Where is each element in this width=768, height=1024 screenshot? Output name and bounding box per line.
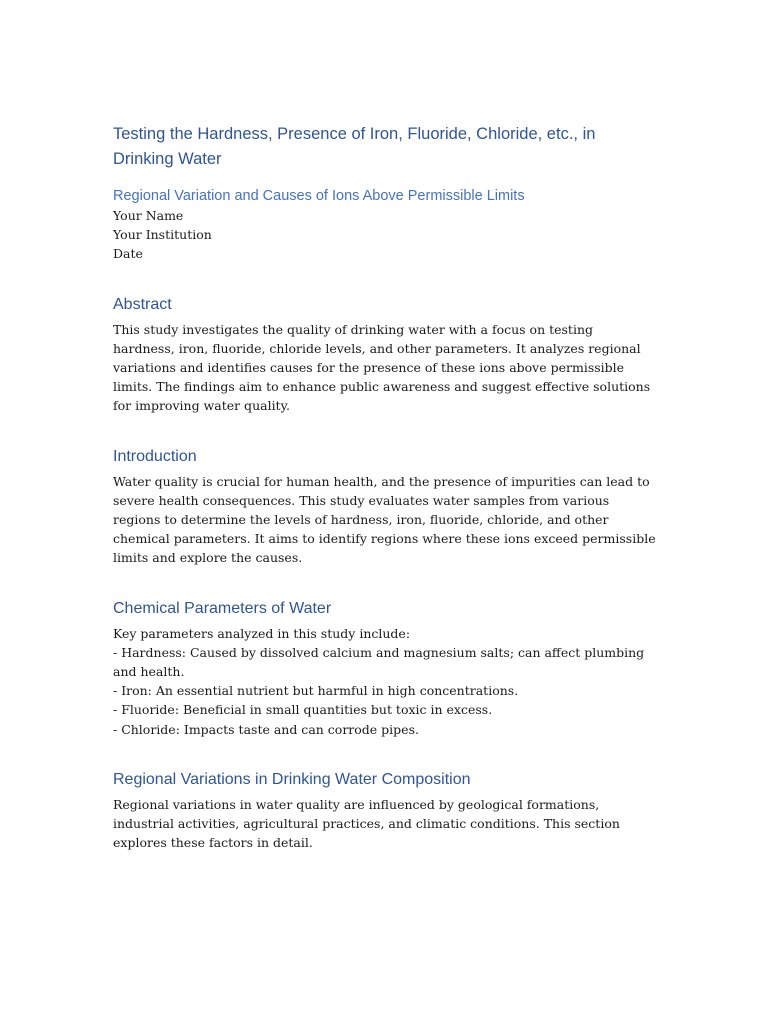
author-block (113, 206, 658, 264)
regional-variations-section (113, 769, 658, 853)
chemical-parameters-intro: Key parameters analyzed in this study include: (113, 625, 411, 641)
list-item-iron: - Iron: An essential nutrient but harmful in high concentrations. (113, 683, 519, 699)
abstract-text: This study investigates the quality of drinking water with a focus on testing hardness, iron, fluoride, chloride levels, and other parameters. It analyzes regional variations and identifies causes for the presence of these ions above permissible limits. The findings aim to enhance public awareness and suggest effective solutions for improving water quality. (113, 321, 651, 414)
document-title: Testing the Hardness, Presence of Iron, Fluoride, Chloride, etc., in Drinking Water (113, 125, 596, 168)
list-item-chloride: - Chloride: Impacts taste and can corrode pipes. (113, 721, 419, 737)
chemical-parameters-section (113, 598, 658, 739)
document-page (113, 122, 658, 852)
abstract-section (113, 294, 658, 416)
author-institution: Your Institution (113, 227, 212, 243)
list-item-hardness: - Hardness: Caused by dissolved calcium and magnesium salts; can affect plumbing and health. (113, 644, 645, 680)
list-item-fluoride: - Fluoride: Beneficial in small quantities but toxic in excess. (113, 702, 493, 718)
author-name: Your Name (113, 208, 184, 223)
abstract-heading: Abstract (113, 295, 172, 313)
document-date: Date (113, 246, 143, 262)
chemical-parameters-heading: Chemical Parameters of Water (113, 599, 332, 617)
introduction-text: Water quality is crucial for human health, and the presence of impurities can lead to severe health consequences. This study evaluates water samples from various regions to determine the levels of hardness, iron, fluoride, chloride, and other chemical parameters. It aims to identify regions where these ions exceed permissible limits and explore the causes. (113, 473, 656, 566)
regional-variations-text: Regional variations in water quality are influenced by geological formations, industrial activities, agricultural practices, and climatic conditions. This section explores these factors in detail. (113, 796, 620, 851)
document-subtitle: Regional Variation and Causes of Ions Above Permissible Limits (113, 188, 525, 204)
regional-variations-heading: Regional Variations in Drinking Water Composition (113, 770, 471, 788)
introduction-section (113, 446, 658, 568)
introduction-heading: Introduction (113, 447, 197, 465)
